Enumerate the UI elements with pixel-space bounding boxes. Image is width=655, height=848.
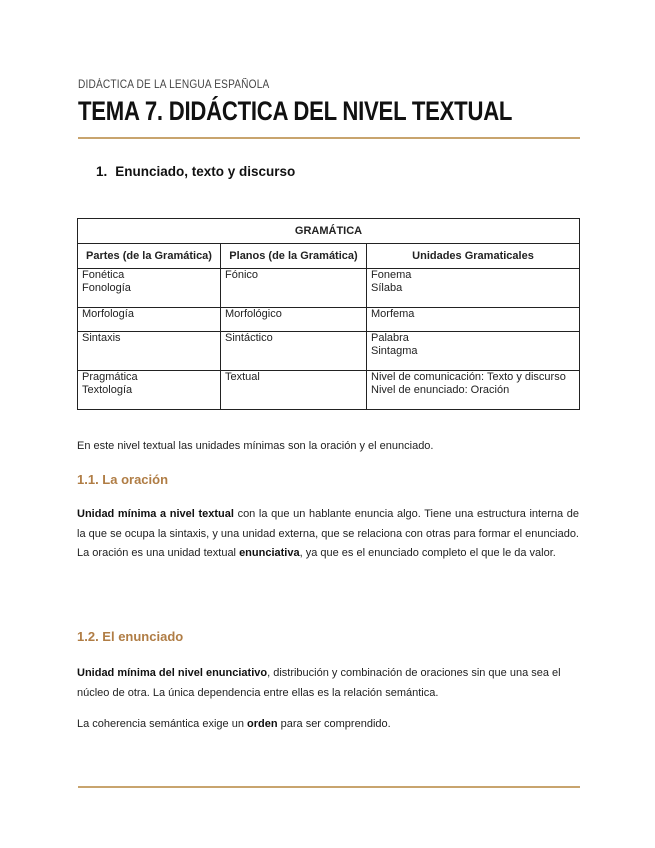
oracion-paragraph bbox=[77, 505, 579, 564]
table-header-unidades: Unidades Gramaticales bbox=[367, 244, 580, 269]
oracion-bold-1: Unidad mínima a nivel textual bbox=[77, 508, 234, 520]
grammar-table bbox=[77, 218, 580, 410]
table-cell-unidades bbox=[367, 371, 580, 410]
table-cell-planos bbox=[221, 269, 367, 308]
cell-line: Morfema bbox=[371, 308, 415, 320]
enunciado-p2-text-1: La coherencia semántica exige un bbox=[77, 718, 247, 730]
cell-line: Fonética bbox=[82, 269, 125, 281]
cell-line: Nivel de enunciado: Oración bbox=[371, 384, 510, 396]
cell-line: Fonema bbox=[371, 269, 412, 281]
cell-line: Sintáctico bbox=[225, 332, 273, 344]
cell-line: Textología bbox=[82, 384, 133, 396]
cell-line: Pragmática bbox=[82, 371, 138, 383]
bottom-divider bbox=[78, 786, 580, 788]
subject-label: DIDÁCTICA DE LA LENGUA ESPAÑOLA bbox=[78, 79, 270, 91]
enunciado-text-1: , distribución y combinación de oraciones sin que una sea el núcleo de otra. La única dependencia entre ellas es la relación semántica. bbox=[77, 667, 561, 699]
table-row bbox=[78, 332, 580, 371]
oracion-text-1: con la que un hablante enuncia algo. Tiene una estructura interna de la que se ocupa la sintaxis, y una unidad externa, que se relaciona con otras para formar el enunciado. La oración es una unidad textual bbox=[77, 508, 579, 559]
top-divider bbox=[78, 137, 580, 139]
section-title: Enunciado, texto y discurso bbox=[115, 164, 296, 179]
cell-line: Morfología bbox=[82, 308, 134, 320]
oracion-bold-2: enunciativa bbox=[239, 547, 300, 559]
section-number: 1. bbox=[96, 164, 108, 179]
table-cell-partes bbox=[78, 371, 221, 410]
section-heading-1 bbox=[96, 164, 295, 179]
table-cell-unidades bbox=[367, 308, 580, 332]
table-body bbox=[78, 269, 580, 410]
table-cell-planos bbox=[221, 332, 367, 371]
cell-line: Fónico bbox=[225, 269, 259, 281]
table-cell-partes bbox=[78, 332, 221, 371]
table-row bbox=[78, 269, 580, 308]
page-title: TEMA 7. DIDÁCTICA DEL NIVEL TEXTUAL bbox=[78, 96, 513, 126]
cell-line: Nivel de comunicación: Texto y discurso bbox=[371, 371, 566, 383]
subsection-heading-oracion: 1.1. La oración bbox=[77, 472, 169, 487]
table-caption: GRAMÁTICA bbox=[78, 219, 580, 244]
subsection-heading-enunciado: 1.2. El enunciado bbox=[77, 629, 184, 644]
cell-line: Sintaxis bbox=[82, 332, 121, 344]
table-cell-unidades bbox=[367, 269, 580, 308]
intro-paragraph: En este nivel textual las unidades mínimas son la oración y el enunciado. bbox=[77, 440, 434, 452]
table-cell-partes bbox=[78, 308, 221, 332]
enunciado-p2-bold: orden bbox=[247, 718, 278, 730]
table-cell-partes bbox=[78, 269, 221, 308]
cell-line: Textual bbox=[225, 371, 260, 383]
table-header-partes: Partes (de la Gramática) bbox=[78, 244, 221, 269]
cell-line: Sintagma bbox=[371, 345, 418, 357]
table-cell-unidades bbox=[367, 332, 580, 371]
cell-line: Palabra bbox=[371, 332, 409, 344]
cell-line: Fonología bbox=[82, 282, 131, 294]
cell-line: Morfológico bbox=[225, 308, 282, 320]
oracion-text-2: , ya que es el enunciado completo el que le da valor. bbox=[299, 547, 556, 559]
enunciado-paragraph bbox=[77, 664, 579, 703]
cell-line: Sílaba bbox=[371, 282, 403, 294]
table-row bbox=[78, 371, 580, 410]
enunciado-p2-text-2: para ser comprendido. bbox=[277, 718, 391, 730]
table-row bbox=[78, 308, 580, 332]
table-cell-planos bbox=[221, 308, 367, 332]
table-header-planos: Planos (de la Gramática) bbox=[221, 244, 367, 269]
table-cell-planos bbox=[221, 371, 367, 410]
enunciado-paragraph-2 bbox=[77, 715, 579, 735]
enunciado-bold-1: Unidad mínima del nivel enunciativo bbox=[77, 667, 268, 679]
